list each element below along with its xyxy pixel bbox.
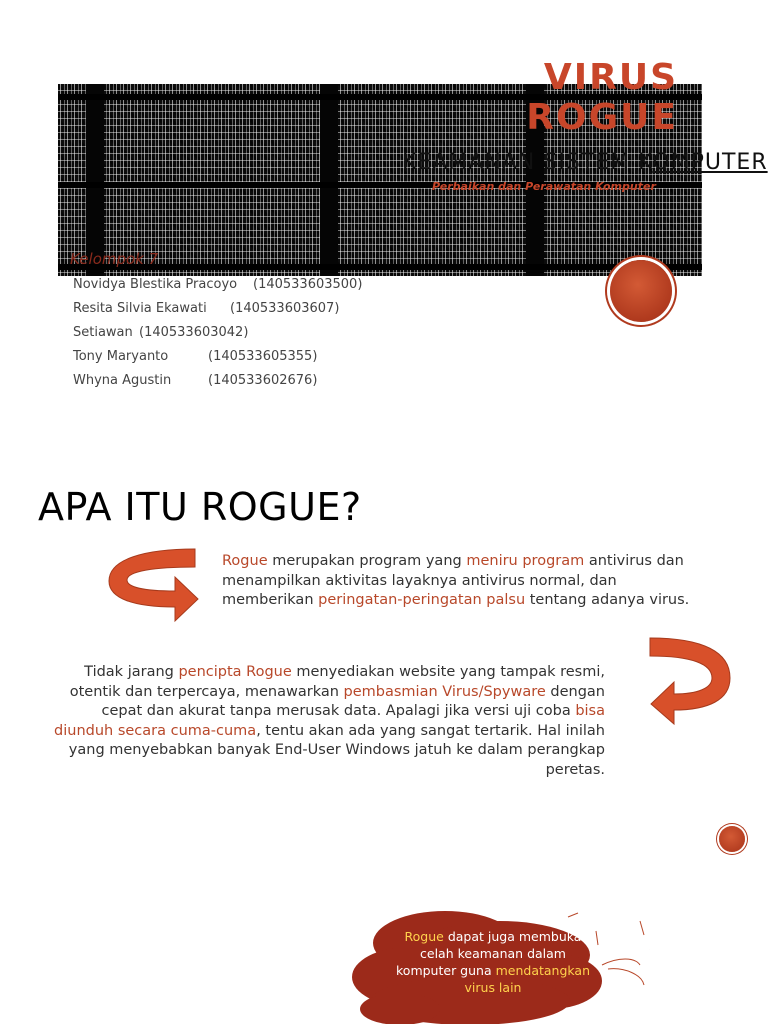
paragraph-text: merupakan program yang [267, 553, 467, 569]
decorative-circle [610, 260, 672, 322]
rogue-explanation-paragraph [40, 663, 605, 780]
member-nim: (140533603607) [230, 301, 340, 316]
highlight-term: peringatan-peringatan palsu [318, 592, 526, 608]
paragraph-text: Tidak jarang [84, 664, 179, 680]
subtitle-underlined: OMPUTER [652, 150, 768, 175]
highlight-term: pencipta Rogue [178, 664, 292, 680]
member-name: Whyna Agustin [73, 373, 172, 388]
member-name: Novidya Blestika Pracoyo [73, 277, 238, 292]
member-name: Tony Maryanto [73, 349, 169, 364]
slide-subtitle [402, 150, 768, 175]
rogue-definition-paragraph [222, 552, 712, 611]
member-row [73, 277, 363, 292]
title-line-2: ROGUE [526, 97, 678, 138]
member-nim: (140533605355) [208, 349, 318, 364]
cloud-text [388, 928, 598, 996]
curved-arrow-icon [648, 634, 733, 726]
member-nim: (140533602676) [208, 373, 318, 388]
highlight-term: Rogue [222, 553, 268, 569]
highlight-term: mendatangkan virus lain [464, 963, 590, 995]
highlight-term: pembasmian Virus/Spyware [343, 683, 546, 700]
highlight-term: meniru program [466, 553, 585, 569]
decorative-circle [719, 826, 745, 852]
paragraph-text: dengan cepat dan akurat tanpa merusak data. Apalagi jika versi uji coba [101, 683, 605, 719]
subtitle-prefix: KEAMANAN SISTEM K [402, 150, 653, 175]
member-nim: (140533603042) [139, 325, 249, 340]
paragraph-text: , tentu akan ada yang sangat tertarik. Hal inilah yang menyebabkan banyak End-User Windows jatuh ke dalam perangkap peretas. [68, 722, 605, 778]
member-row [73, 325, 249, 340]
paragraph-text: tentang adanya virus. [525, 592, 690, 608]
course-tagline: Perbaikan dan Perawatan Komputer [432, 180, 656, 193]
member-nim: (140533603500) [253, 277, 363, 292]
member-row [73, 373, 318, 388]
section-heading: APA ITU ROGUE? [38, 485, 362, 529]
paragraph-text: menyediakan website yang tampak resmi, otentik dan terpercaya, menawarkan [69, 664, 605, 700]
highlight-term: bisa diunduh secara cuma-cuma [54, 703, 605, 739]
member-row [73, 301, 340, 316]
member-row [73, 349, 318, 364]
paragraph-text: antivirus dan menampilkan aktivitas layaknya antivirus normal, dan memberikan [222, 553, 684, 608]
highlight-term: Rogue [404, 929, 444, 944]
curved-arrow-icon [105, 547, 200, 623]
member-name: Resita Silvia Ekawati [73, 301, 207, 316]
slide-title [430, 58, 678, 138]
member-name: Setiawan [73, 325, 133, 340]
group-label: Kelompok 7 [70, 250, 159, 268]
title-line-1: VIRUS [543, 57, 678, 98]
cloud-body-text: dapat juga membuka celah keamanan dalam komputer guna [396, 929, 582, 978]
